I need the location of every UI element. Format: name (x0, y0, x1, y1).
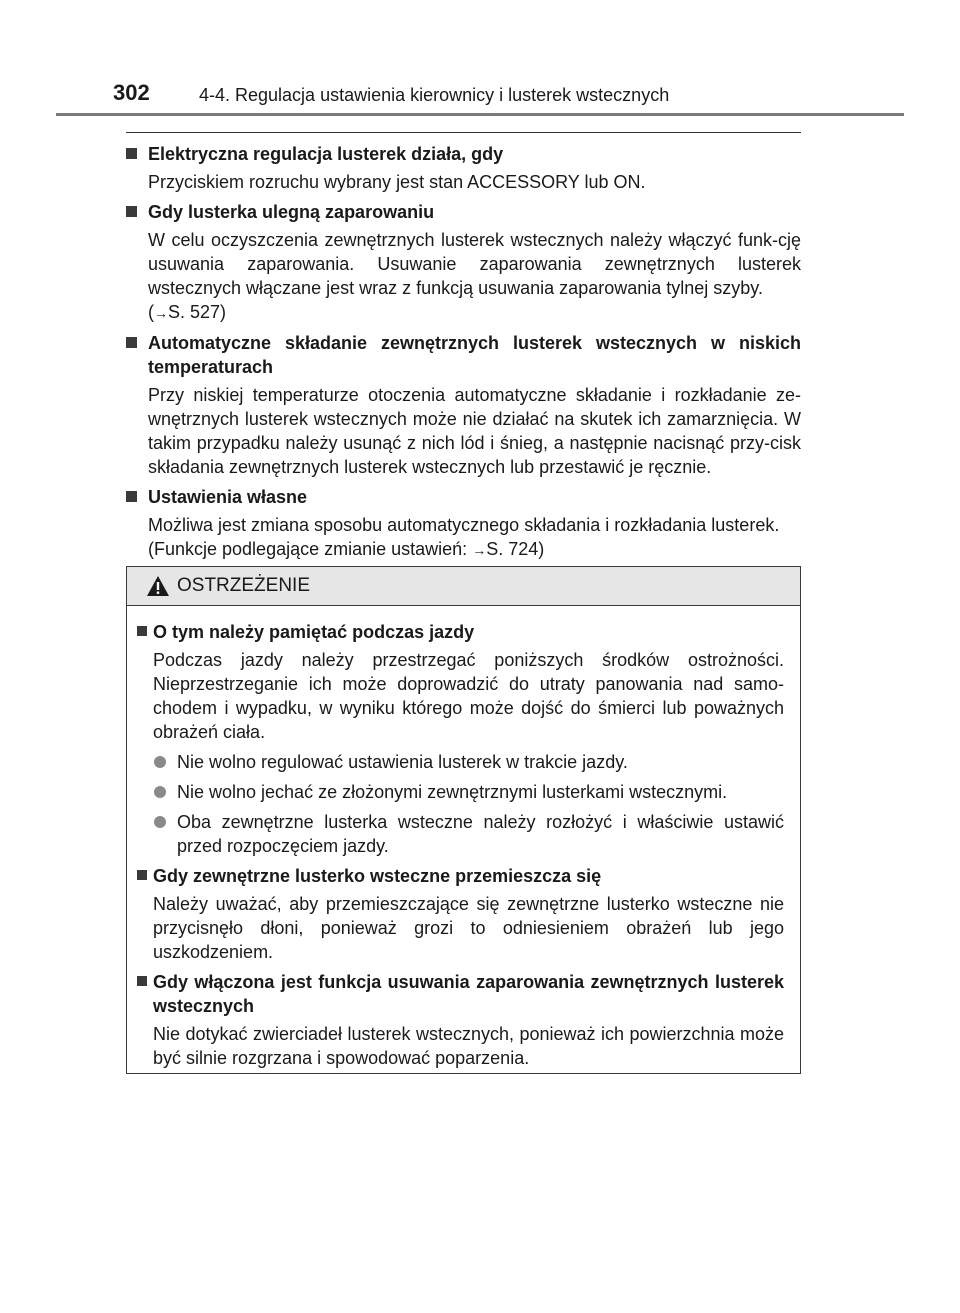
section-fogged-mirrors (126, 200, 801, 325)
section-power-condition (126, 142, 801, 194)
section-body: Przy niskiej temperaturze otoczenia automatyczne składanie i rozkładanie ze-wnętrznych lusterek wstecznych może nie działać na skutek ich zamarznięcia. W takim przypadku należy usunąć z nich lód i śnieg, a następnie nacisnąć przy-cisk składania zewnętrznych lusterek wstecznych lub przestawić je ręcznie. (148, 385, 801, 477)
section-heading-text: Gdy lusterka ulegną zaparowaniu (148, 202, 435, 222)
warning-heading-text: Gdy włączona jest funkcja usuwania zaparowania zewnętrznych lusterek wstecznych (153, 972, 784, 1016)
section-heading (126, 485, 801, 509)
square-bullet-icon (137, 976, 147, 986)
square-bullet-icon (126, 491, 137, 502)
section-heading-text: Automatyczne składanie zewnętrznych lusterek wstecznych w niskich temperaturach (148, 333, 801, 377)
warning-heading-text: Gdy zewnętrzne lusterko wsteczne przemieszcza się (153, 866, 602, 886)
square-bullet-icon (126, 337, 137, 348)
warning-box (126, 566, 801, 1074)
list-item-text: Nie wolno jechać ze złożonymi zewnętrznymi lusterkami wstecznymi. (177, 782, 728, 802)
section-heading (126, 200, 801, 224)
warning-body (127, 606, 800, 1070)
section-auto-fold (126, 331, 801, 479)
warning-triangle-icon (146, 575, 170, 597)
page-number: 302 (113, 80, 150, 105)
section-custom-settings (126, 485, 801, 562)
warning-section-driving (137, 620, 784, 858)
warning-header (127, 567, 800, 606)
page-header (0, 78, 960, 118)
square-bullet-icon (137, 626, 147, 636)
list-item (137, 750, 784, 774)
list-item (137, 780, 784, 804)
section-body: Przyciskiem rozruchu wybrany jest stan ACCESSORY lub ON. (148, 172, 646, 192)
reference-prefix: (Funkcje podlegające zmianie ustawień: (148, 539, 473, 559)
warning-section-body: Podczas jazdy należy przestrzegać poniższych środków ostrożności. Nieprzestrzeganie ich może doprowadzić do utraty panowania nad samo-chodem i wypadku, w wyniku którego może dojść do śmierci lub poważnych obrażeń ciała. (153, 650, 784, 742)
chapter-title: 4-4. Regulacja ustawienia kierownicy i lusterek wstecznych (199, 85, 670, 105)
section-heading (126, 331, 801, 379)
reference-prefix: ( (148, 302, 154, 322)
warning-section-body: Należy uważać, aby przemieszczające się zewnętrzne lusterko wsteczne nie przycisnęło dłoni, ponieważ grozi to odniesieniem obrażeń lub jego uszkodzeniem. (153, 894, 784, 962)
arrow-right-icon: → (472, 542, 487, 558)
page-reference: S. 724) (486, 539, 545, 559)
section-heading-text: Elektryczna regulacja lusterek działa, gdy (148, 144, 504, 164)
content-divider (126, 132, 801, 133)
round-bullet-icon (154, 786, 166, 798)
square-bullet-icon (126, 148, 137, 159)
section-body-text: W celu oczyszczenia zewnętrznych lusterek wstecznych należy włączyć funk-cję usuwania zaparowania. Usuwanie zaparowania zewnętrznych lusterek wstecznych włączane jest wraz z funkcją usuwania zaparowania tylnej szyby. (148, 230, 801, 298)
warning-section-defogger (137, 970, 784, 1070)
page-reference: S. 527) (168, 302, 227, 322)
warning-section-heading (137, 970, 784, 1018)
list-item (137, 810, 784, 858)
section-body (126, 228, 801, 325)
header-divider (56, 113, 904, 116)
round-bullet-icon (154, 816, 166, 828)
warning-section-body: Nie dotykać zwierciadeł lusterek wstecznych, ponieważ ich powierzchnia może być silnie rozgrzana i spowodować poparzenia. (153, 1024, 784, 1068)
warning-section-heading (137, 864, 784, 888)
list-item-text: Nie wolno regulować ustawienia lusterek w trakcie jazdy. (177, 752, 628, 772)
main-content (126, 142, 801, 568)
warning-title: OSTRZEŻENIE (177, 575, 311, 596)
section-body-text: Możliwa jest zmiana sposobu automatycznego składania i rozkładania lusterek. (148, 515, 780, 535)
section-body (126, 513, 801, 562)
warning-section-moving-mirror (137, 864, 784, 964)
square-bullet-icon (126, 206, 137, 217)
square-bullet-icon (137, 870, 147, 880)
arrow-right-icon: → (154, 305, 168, 321)
warning-heading-text: O tym należy pamiętać podczas jazdy (153, 622, 475, 642)
section-heading-text: Ustawienia własne (148, 487, 308, 507)
round-bullet-icon (154, 756, 166, 768)
warning-section-heading (137, 620, 784, 644)
section-heading (126, 142, 801, 166)
list-item-text: Oba zewnętrzne lusterka wsteczne należy rozłożyć i właściwie ustawić przed rozpoczęciem jazdy. (177, 812, 784, 856)
